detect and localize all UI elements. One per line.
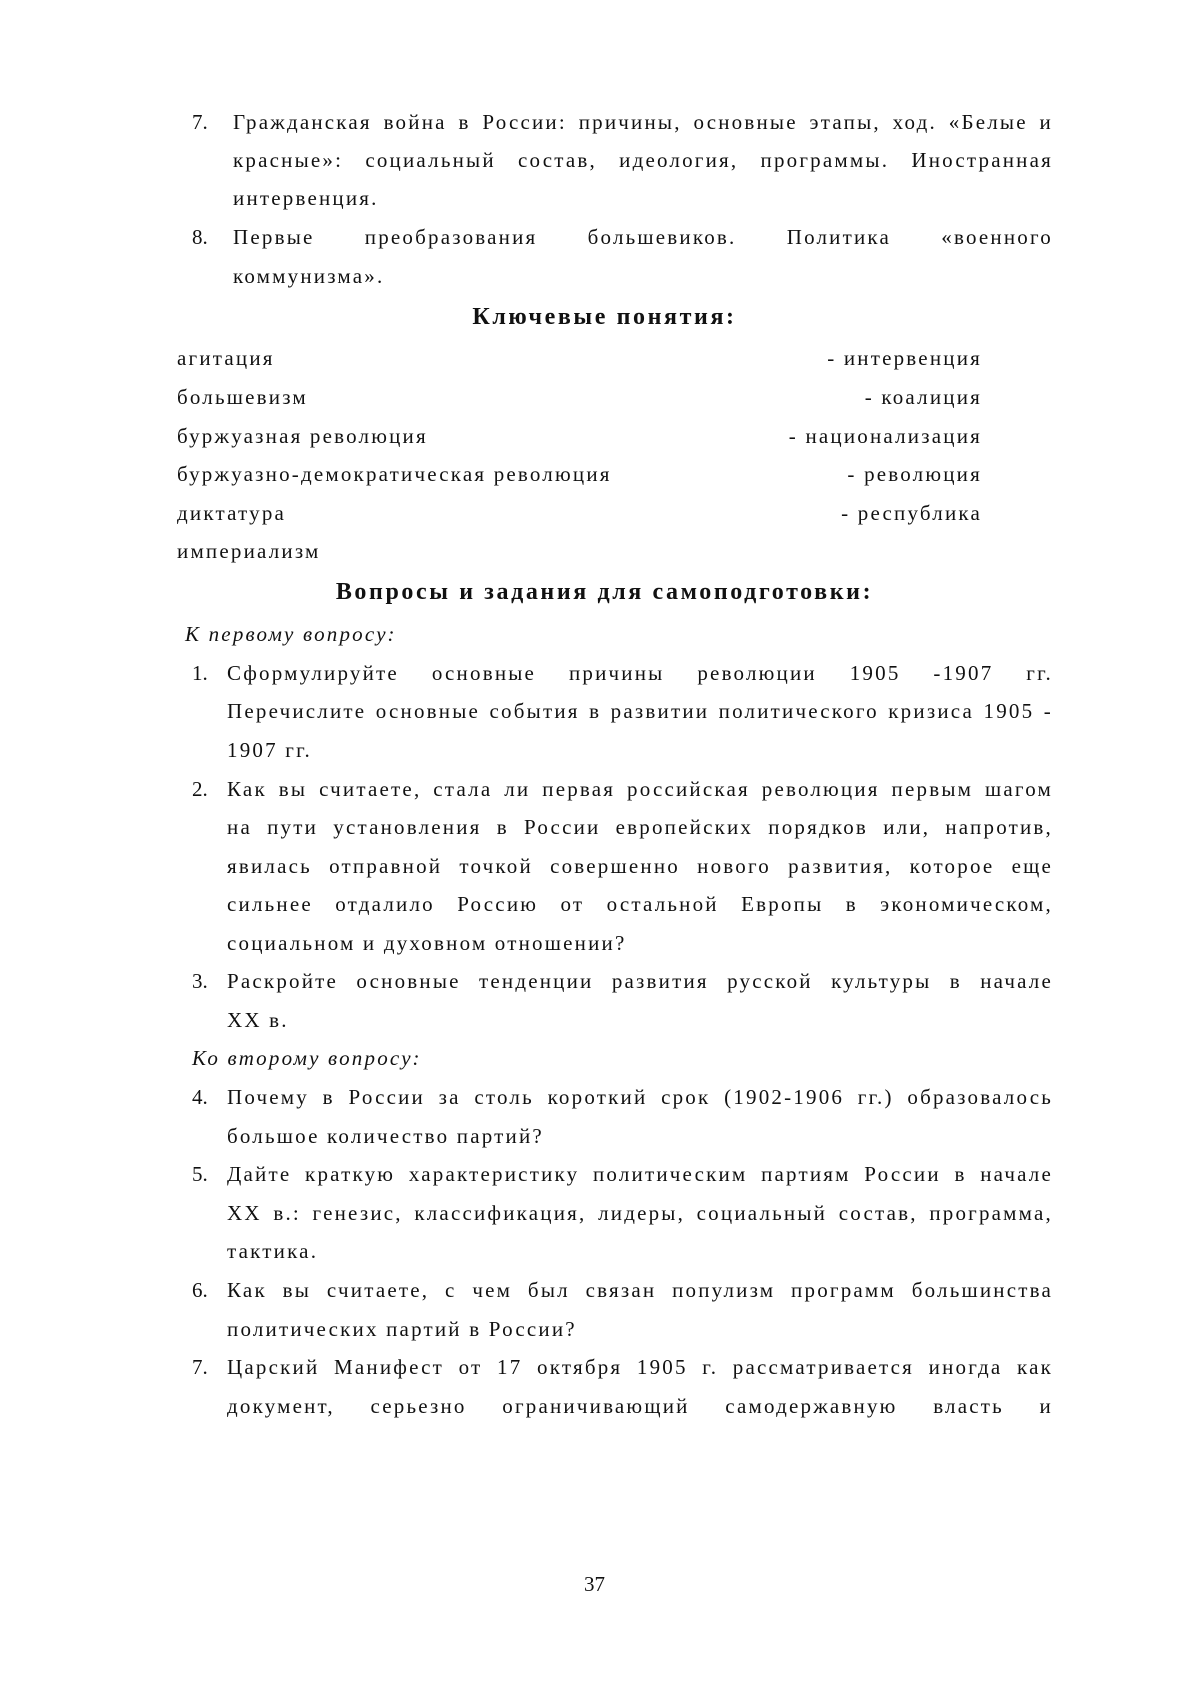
question-line: Царский Манифест от 17 октября 1905 г. рассматривается иногда как	[227, 1355, 1053, 1379]
questions-heading: Вопросы и задания для самоподготовки:	[335, 579, 874, 605]
question-line: на пути установления в России европейских порядков или, напротив,	[227, 815, 1053, 839]
question-number: 6.	[192, 1278, 208, 1302]
subheading-first: К первому вопросу:	[185, 622, 397, 646]
question-number: 5.	[192, 1162, 208, 1186]
question-line: Дайте краткую характеристику политическим партиям России в начале	[227, 1162, 1053, 1186]
concept-right: - республика	[841, 501, 982, 525]
list-item-line: Гражданская война в России: причины, основные этапы, ход. «Белые и	[233, 110, 1053, 134]
concept-right: - интервенция	[827, 346, 982, 370]
question-line: XX в.: генезис, классификация, лидеры, социальный состав, программа,	[227, 1201, 1053, 1225]
question-line: Почему в России за столь короткий срок (1902-1906 гг.) образовалось	[227, 1085, 1053, 1109]
list-item-line: Первые преобразования большевиков. Политика «военного	[233, 225, 1053, 249]
question-line: Как вы считаете, с чем был связан популизм программ большинства	[227, 1278, 1053, 1302]
question-number: 1.	[192, 661, 208, 685]
question-line: социальном и духовном отношении?	[227, 931, 627, 955]
question-line: сильнее отдалило Россию от остальной Европы в экономическом,	[227, 892, 1053, 916]
question-line: явилась отправной точкой совершенно нового развития, которое еще	[227, 854, 1053, 878]
list-item-line: коммунизма».	[233, 264, 385, 288]
question-line: Перечислите основные события в развитии политического кризиса 1905 -	[227, 699, 1053, 723]
question-number: 7.	[192, 1355, 208, 1379]
list-item-line: красные»: социальный состав, идеология, программы. Иностранная	[233, 148, 1053, 172]
question-line: 1907 гг.	[227, 738, 312, 762]
concept-right: - коалиция	[864, 385, 982, 409]
subheading-second: Ко второму вопросу:	[192, 1046, 422, 1070]
question-line: документ, серьезно ограничивающий самодержавную власть и	[227, 1394, 1053, 1418]
question-line: политических партий в России?	[227, 1317, 577, 1341]
concept-left: буржуазно-демократическая революция	[177, 462, 612, 486]
concept-left: диктатура	[177, 501, 287, 525]
question-line: Сформулируйте основные причины революции 1905 -1907 гг.	[227, 661, 1053, 685]
key-concepts-heading: Ключевые понятия:	[472, 304, 737, 330]
question-number: 2.	[192, 777, 208, 801]
list-number: 8.	[192, 225, 208, 249]
concept-left: большевизм	[177, 385, 308, 409]
question-line: большое количество партий?	[227, 1124, 544, 1148]
page-number: 37	[584, 1572, 605, 1596]
list-item-line: интервенция.	[233, 186, 379, 210]
question-number: 4.	[192, 1085, 208, 1109]
concept-left: буржуазная революция	[177, 424, 428, 448]
question-number: 3.	[192, 969, 208, 993]
question-line: XX в.	[227, 1008, 289, 1032]
concept-left: агитация	[177, 346, 275, 370]
concept-left: империализм	[177, 539, 321, 563]
concept-right: - революция	[847, 462, 982, 486]
list-number: 7.	[192, 110, 208, 134]
question-line: Как вы считаете, стала ли первая российская революция первым шагом	[227, 777, 1053, 801]
question-line: Раскройте основные тенденции развития русской культуры в начале	[227, 969, 1053, 993]
question-line: тактика.	[227, 1239, 319, 1263]
concept-right: - национализация	[788, 424, 982, 448]
